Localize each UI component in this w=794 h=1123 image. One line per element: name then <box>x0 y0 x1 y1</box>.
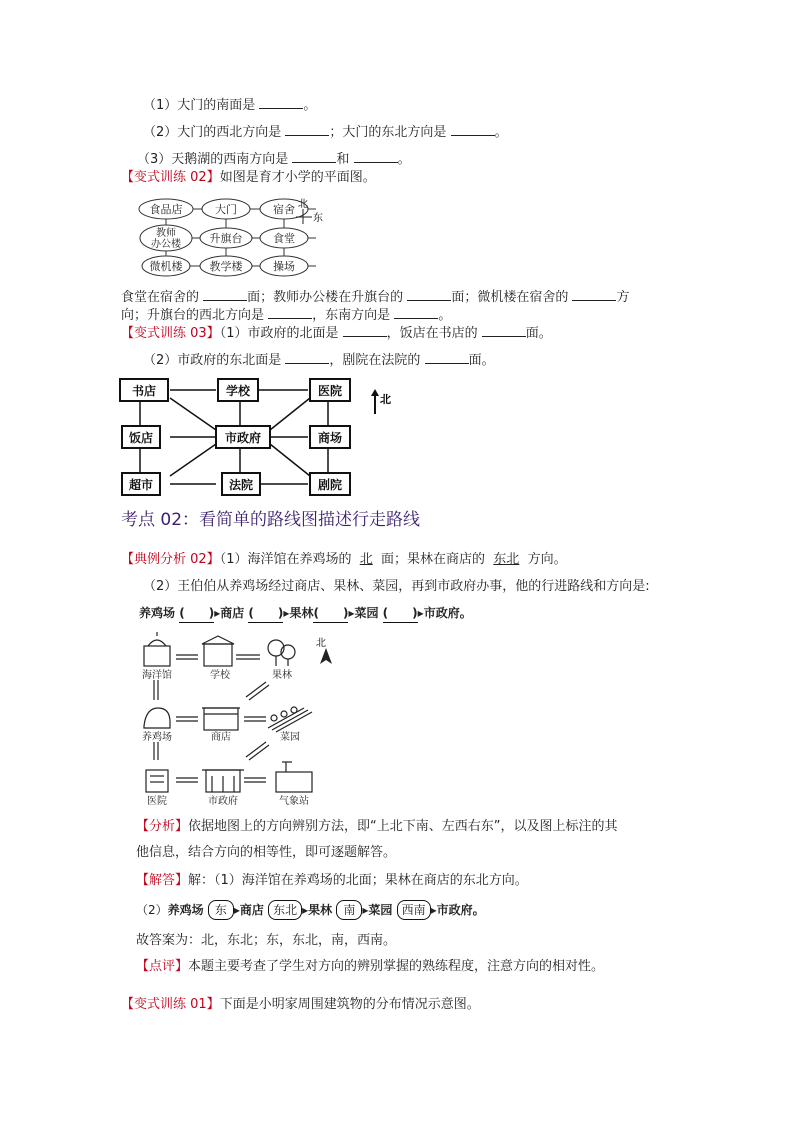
city-layout-diagram <box>118 374 368 500</box>
route-line: 养鸡场 ( )▸商店 ( )▸果林( )▸菜园 ( )▸市政府。 <box>139 604 472 623</box>
weather-station-icon <box>276 772 312 792</box>
question-line: 向；升旗台的西北方向是 ，东南方向是 。 <box>121 308 452 323</box>
vegetable-garden-icon <box>268 707 312 732</box>
map-label: 菜园 <box>280 732 300 743</box>
node-label: 市政府 <box>224 431 262 445</box>
node-label: 商场 <box>317 431 343 445</box>
answer-blank[interactable] <box>572 288 616 301</box>
answer-blank[interactable] <box>292 150 336 163</box>
node-label: 学校 <box>225 384 251 398</box>
answer-blank[interactable] <box>259 96 303 109</box>
compass-icon <box>294 196 330 226</box>
node-label: 升旗台 <box>209 232 243 245</box>
answer-blank[interactable] <box>451 123 495 136</box>
node-label: 宿舍 <box>273 203 295 216</box>
shop-icon <box>204 708 238 730</box>
map-label: 医院 <box>147 796 167 807</box>
answer-blank[interactable] <box>268 306 312 319</box>
node-label: 食品店 <box>149 203 183 216</box>
question-line: （2）大门的西北方向是 ；大门的东北方向是 。 <box>143 125 508 140</box>
aquarium-icon <box>144 646 170 666</box>
answer-blank[interactable] <box>425 351 469 364</box>
question-line: （3）天鹅湖的西南方向是 和 。 <box>137 152 411 167</box>
section-title: 考点 02：看简单的路线图描述行走路线 <box>121 510 421 530</box>
map-label: 养鸡场 <box>142 732 172 743</box>
question-line: （2）王伯伯从养鸡场经过商店、果林、菜园，再到市政府办事，他的行进路线和方向是: <box>143 579 650 594</box>
node-label: 微机楼 <box>149 260 183 273</box>
svg-text:北: 北 <box>380 393 391 406</box>
question-line: 【典例分析 02】（1）海洋馆在养鸡场的 北 面；果林在商店的 东北 方向。 <box>121 552 567 567</box>
question-line: 【变式训练 03】（1）市政府的北面是 ，饭店在书店的 面。 <box>121 326 552 341</box>
node-label: 操场 <box>273 260 295 273</box>
north-arrow-icon <box>316 637 332 664</box>
answer-blank[interactable] <box>394 306 438 319</box>
answer-blank[interactable] <box>354 150 398 163</box>
node-label: 超市 <box>128 478 154 492</box>
chicken-farm-icon <box>144 708 170 728</box>
node-label: 医院 <box>317 384 343 398</box>
svg-text:东: 东 <box>313 213 323 224</box>
map-label: 果林 <box>272 670 292 681</box>
question-line: 食堂在宿舍的 面；教师办公楼在升旗台的 面；微机楼在宿舍的 方 <box>121 290 630 305</box>
node-label: 教师 <box>156 228 176 239</box>
direction-answer: 西南 <box>397 900 431 920</box>
question-line: （1）大门的南面是 。 <box>143 98 317 113</box>
school-icon <box>204 644 232 666</box>
node-label: 教学楼 <box>209 260 243 273</box>
comment-line: 【点评】本题主要考查了学生对方向的辨别掌握的熟练程度，注意方向的相对性。 <box>136 959 605 974</box>
node-label: 剧院 <box>317 478 343 492</box>
node-label: 书店 <box>131 384 157 398</box>
answer-line: 【解答】解：（1）海洋馆在养鸡场的北面；果林在商店的东北方向。 <box>136 873 528 888</box>
answer-route-line: （2）养鸡场 东 ▸商店 东北 ▸果林 南 ▸菜园 西南 ▸市政府。 <box>136 900 485 920</box>
exercise-heading: 【变式训练 01】下面是小明家周围建筑物的分布情况示意图。 <box>121 997 480 1012</box>
direction-answer: 东 <box>208 900 234 920</box>
north-arrow-icon <box>370 388 396 416</box>
node-label: 法院 <box>228 478 254 492</box>
svg-text:北: 北 <box>298 199 308 210</box>
map-label: 商店 <box>211 732 231 743</box>
route-map <box>136 632 342 810</box>
map-label: 市政府 <box>208 796 238 807</box>
answer-blank[interactable] <box>482 324 526 337</box>
question-line: （2）市政府的东北面是 ，剧院在法院的 面。 <box>143 353 495 368</box>
map-label: 气象站 <box>279 796 309 807</box>
node-label: 大门 <box>215 203 237 216</box>
direction-answer: 南 <box>336 900 362 920</box>
answer-blank[interactable] <box>343 324 387 337</box>
svg-text:北: 北 <box>316 638 326 649</box>
exercise-heading: 【变式训练 02】如图是育才小学的平面图。 <box>121 170 376 185</box>
map-label: 海洋馆 <box>142 670 172 681</box>
answer-blank[interactable] <box>203 288 247 301</box>
answer-blank[interactable] <box>407 288 451 301</box>
answer-blank[interactable] <box>285 123 329 136</box>
map-label: 学校 <box>210 670 230 681</box>
hospital-icon <box>146 770 168 792</box>
analysis-line: 【分析】依据地图上的方向辨别方法，即“上北下南、左西右东”，以及图上标注的其 <box>136 819 618 834</box>
node-label: 办公楼 <box>151 239 181 250</box>
answer-blank[interactable] <box>285 351 329 364</box>
node-label: 食堂 <box>273 232 295 245</box>
direction-answer: 东北 <box>268 900 302 920</box>
final-answer: 故答案为：北，东北；东，东北，南，西南。 <box>136 933 397 948</box>
node-label: 饭店 <box>128 431 154 445</box>
analysis-line: 他信息，结合方向的相等性，即可逐题解答。 <box>136 845 397 860</box>
